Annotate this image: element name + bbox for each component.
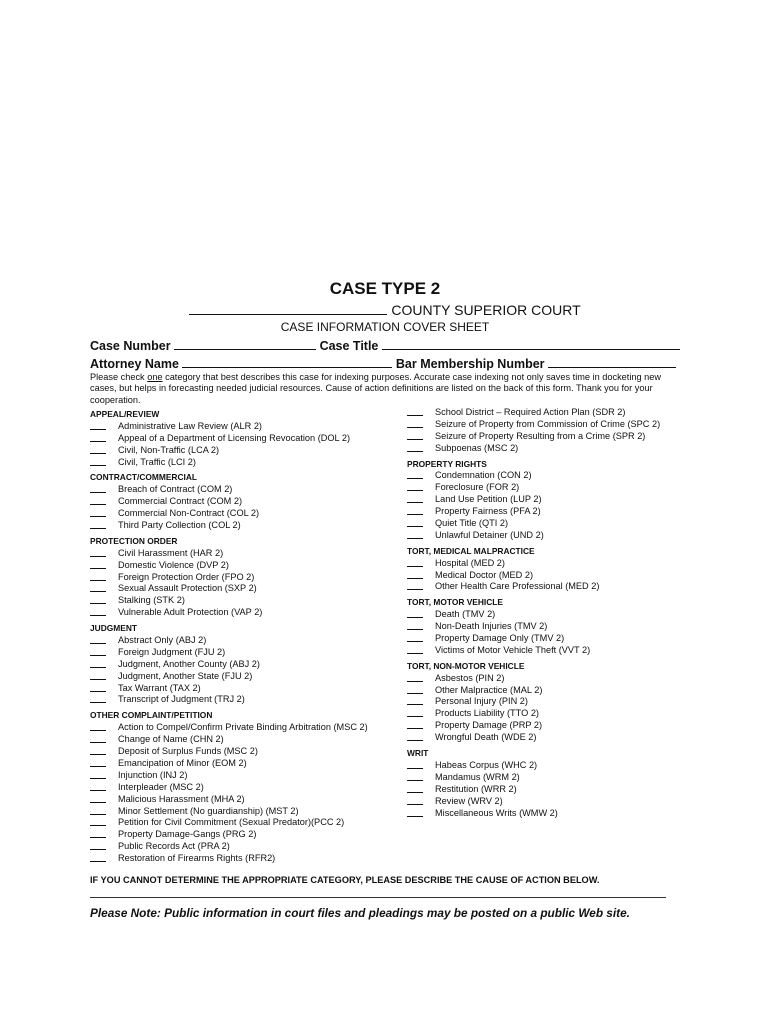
category-checkbox[interactable] (90, 659, 106, 668)
category-checkbox[interactable] (407, 581, 423, 590)
category-label: Personal Injury (PIN 2) (435, 696, 528, 707)
category-checkbox[interactable] (90, 548, 106, 557)
category-option (90, 853, 400, 865)
category-option (407, 494, 697, 506)
category-label: Civil Harassment (HAR 2) (118, 547, 224, 558)
category-option (407, 470, 697, 482)
category-label: Seizure of Property from Commission of Crime (SPC 2) (435, 418, 661, 429)
category-checkbox[interactable] (90, 758, 106, 767)
category-option (407, 760, 697, 772)
case-title-field[interactable] (382, 337, 680, 350)
category-label: Death (TMV 2) (435, 609, 496, 620)
category-option (90, 508, 400, 520)
category-option (90, 722, 400, 734)
category-checkbox[interactable] (90, 694, 106, 703)
category-label: Appeal of a Department of Licensing Revocation (DOL 2) (118, 432, 351, 443)
category-option (90, 782, 400, 794)
category-option (90, 520, 400, 532)
category-checkbox[interactable] (407, 708, 423, 717)
section-heading-tort-non-motor-vehicle: TORT, NON-MOTOR VEHICLE (407, 660, 525, 671)
category-label: Injunction (INJ 2) (118, 769, 188, 780)
category-option (90, 683, 400, 695)
category-option (90, 548, 400, 560)
attorney-name-label: Attorney Name (90, 357, 179, 371)
category-checkbox[interactable] (407, 530, 423, 539)
category-checkbox[interactable] (407, 570, 423, 579)
case-number-row (90, 337, 680, 353)
category-checkbox[interactable] (407, 796, 423, 805)
category-label: Stalking (STK 2) (118, 595, 185, 606)
category-option (407, 796, 697, 808)
intro-emphasis: one (147, 372, 163, 382)
category-option (90, 647, 400, 659)
attorney-row (90, 355, 676, 371)
category-option (90, 794, 400, 806)
court-line (0, 302, 770, 318)
category-label: Vulnerable Adult Protection (VAP 2) (118, 607, 263, 618)
category-label: Property Fairness (PFA 2) (435, 506, 541, 517)
category-label: Property Damage-Gangs (PRG 2) (118, 829, 257, 840)
category-checkbox[interactable] (407, 419, 423, 428)
category-label: Action to Compel/Confirm Private Binding Arbitration (MSC 2) (118, 722, 368, 733)
category-checkbox[interactable] (407, 621, 423, 630)
category-label: Civil, Traffic (LCI 2) (118, 456, 196, 467)
category-checkbox[interactable] (90, 770, 106, 779)
category-option (90, 829, 400, 841)
category-checkbox[interactable] (90, 683, 106, 692)
category-option (90, 496, 400, 508)
category-checkbox[interactable] (407, 609, 423, 618)
category-option (90, 607, 400, 619)
category-checkbox[interactable] (90, 433, 106, 442)
case-number-label: Case Number (90, 339, 171, 353)
category-option (407, 673, 697, 685)
category-option (407, 633, 697, 645)
category-option (90, 671, 400, 683)
category-label: Administrative Law Review (ALR 2) (118, 420, 262, 431)
category-option (90, 734, 400, 746)
category-label: Transcript of Judgment (TRJ 2) (118, 694, 245, 705)
category-label: Subpoenas (MSC 2) (435, 442, 519, 453)
category-label: Property Damage Only (TMV 2) (435, 633, 565, 644)
category-option (407, 581, 697, 593)
category-label: Seizure of Property Resulting from a Crime (SPR 2) (435, 430, 646, 441)
category-checkbox[interactable] (407, 760, 423, 769)
cause-of-action-instruction: IF YOU CANNOT DETERMINE THE APPROPRIATE CATEGORY, PLEASE DESCRIBE THE CAUSE OF ACTION BELOW. (90, 875, 600, 885)
category-label: Non-Death Injuries (TMV 2) (435, 621, 548, 632)
category-label: Deposit of Surplus Funds (MSC 2) (118, 746, 258, 757)
category-label: Wrongful Death (WDE 2) (435, 732, 537, 743)
category-checkbox[interactable] (90, 746, 106, 755)
section-heading-tort-motor-vehicle: TORT, MOTOR VEHICLE (407, 597, 504, 608)
left-category-column (90, 409, 400, 865)
section-heading-protection-order: PROTECTION ORDER (90, 535, 178, 546)
category-checkbox[interactable] (407, 720, 423, 729)
category-option (90, 694, 400, 706)
category-label: Commercial Non-Contract (COL 2) (118, 508, 260, 519)
category-label: Foreign Protection Order (FPO 2) (118, 571, 255, 582)
category-checkbox[interactable] (407, 518, 423, 527)
category-option (407, 506, 697, 518)
category-checkbox[interactable] (407, 431, 423, 440)
category-option (90, 817, 400, 829)
category-option (90, 433, 400, 445)
category-option (407, 570, 697, 582)
category-label: Habeas Corpus (WHC 2) (435, 759, 538, 770)
category-option (90, 841, 400, 853)
category-label: Quiet Title (QTI 2) (435, 518, 509, 529)
form-subtitle: CASE INFORMATION COVER SHEET (280, 320, 490, 334)
category-label: Tax Warrant (TAX 2) (118, 682, 201, 693)
category-label: Breach of Contract (COM 2) (118, 484, 233, 495)
category-label: Commercial Contract (COM 2) (118, 496, 243, 507)
category-checkbox[interactable] (90, 734, 106, 743)
category-option (407, 558, 697, 570)
category-checkbox[interactable] (90, 508, 106, 517)
category-option (407, 621, 697, 633)
category-option (407, 407, 697, 419)
category-checkbox[interactable] (407, 506, 423, 515)
right-category-column (407, 407, 697, 819)
category-label: Foreclosure (FOR 2) (435, 482, 520, 493)
category-option (407, 518, 697, 530)
cause-of-action-line[interactable] (90, 897, 666, 898)
category-checkbox[interactable] (90, 560, 106, 569)
intro-pre: Please check (90, 372, 148, 382)
category-checkbox[interactable] (90, 572, 106, 581)
category-label: School District – Required Action Plan (SDR 2) (435, 407, 626, 417)
category-label: Condemnation (CON 2) (435, 470, 532, 481)
category-checkbox[interactable] (90, 829, 106, 838)
category-label: Restitution (WRR 2) (435, 783, 517, 794)
category-checkbox[interactable] (90, 607, 106, 616)
category-option (407, 708, 697, 720)
category-label: Other Malpractice (MAL 2) (435, 684, 543, 695)
category-label: Public Records Act (PRA 2) (118, 841, 230, 852)
category-option (407, 645, 697, 657)
category-option (90, 659, 400, 671)
intro-post: category that best describes this case for indexing purposes. Accurate case indexing not only saves time in docketing new cases, but helps in forecasting needed judicial resources. Cause of action definitions are listed on the back of this form. Thank you for your cooperation. (90, 372, 661, 405)
category-label: Civil, Non-Traffic (LCA 2) (118, 444, 220, 455)
category-label: Mandamus (WRM 2) (435, 771, 520, 782)
category-label: Emancipation of Minor (EOM 2) (118, 757, 247, 768)
category-label: Miscellaneous Writs (WMW 2) (435, 807, 558, 818)
category-checkbox[interactable] (407, 407, 423, 416)
category-checkbox[interactable] (90, 635, 106, 644)
public-info-note: Please Note: Public information in court files and pleadings may be posted on a public Web site. (90, 906, 630, 920)
category-option (90, 560, 400, 572)
category-option (90, 746, 400, 758)
category-option (90, 806, 400, 818)
category-checkbox[interactable] (407, 808, 423, 817)
section-heading-writ: WRIT (407, 748, 429, 759)
category-checkbox[interactable] (90, 496, 106, 505)
category-label: Products Liability (TTO 2) (435, 708, 539, 719)
category-label: Sexual Assault Protection (SXP 2) (118, 583, 257, 594)
category-checkbox[interactable] (90, 445, 106, 454)
category-label: Land Use Petition (LUP 2) (435, 494, 542, 505)
court-suffix: COUNTY SUPERIOR COURT (391, 302, 581, 318)
category-option (407, 772, 697, 784)
category-option (407, 696, 697, 708)
section-heading-appeal-review: APPEAL/REVIEW (90, 409, 160, 419)
category-label: Abstract Only (ABJ 2) (118, 635, 207, 646)
category-label: Unlawful Detainer (UND 2) (435, 529, 544, 540)
case-number-field[interactable] (174, 337, 316, 350)
category-option (407, 808, 697, 820)
category-label: Judgment, Another State (FJU 2) (118, 670, 253, 681)
category-label: Property Damage (PRP 2) (435, 720, 543, 731)
category-checkbox[interactable] (407, 633, 423, 642)
county-name-field[interactable] (189, 302, 387, 315)
instructions-paragraph (90, 372, 690, 406)
category-label: Restoration of Firearms Rights (RFR2) (118, 853, 276, 864)
category-checkbox[interactable] (407, 772, 423, 781)
category-checkbox[interactable] (90, 671, 106, 680)
section-heading-tort-medical-malpractice: TORT, MEDICAL MALPRACTICE (407, 545, 535, 556)
category-label: Domestic Violence (DVP 2) (118, 559, 229, 570)
category-checkbox[interactable] (407, 685, 423, 694)
category-checkbox[interactable] (90, 782, 106, 791)
category-label: Interpleader (MSC 2) (118, 781, 204, 792)
category-label: Other Health Care Professional (MED 2) (435, 581, 600, 592)
category-option (407, 685, 697, 697)
section-heading-other-complaint-petition: OTHER COMPLAINT/PETITION (90, 710, 213, 721)
form-title: CASE TYPE 2 (329, 279, 441, 298)
category-checkbox[interactable] (90, 583, 106, 592)
category-label: Hospital (MED 2) (435, 557, 505, 568)
bar-membership-label: Bar Membership Number (395, 357, 545, 371)
category-option (90, 770, 400, 782)
category-checkbox[interactable] (90, 647, 106, 656)
category-option (407, 419, 697, 431)
category-checkbox[interactable] (90, 841, 106, 850)
category-option (90, 635, 400, 647)
category-option (90, 572, 400, 584)
category-checkbox[interactable] (90, 806, 106, 815)
category-checkbox[interactable] (90, 520, 106, 529)
category-label: Minor Settlement (No guardianship) (MST 2) (118, 805, 299, 816)
category-option (407, 784, 697, 796)
bar-membership-field[interactable] (548, 355, 676, 368)
section-heading-contract-commercial: CONTRACT/COMMERCIAL (90, 472, 198, 483)
category-checkbox[interactable] (90, 794, 106, 803)
category-checkbox[interactable] (90, 457, 106, 466)
category-option (407, 530, 697, 542)
category-option (90, 445, 400, 457)
category-checkbox[interactable] (407, 732, 423, 741)
category-checkbox[interactable] (90, 595, 106, 604)
section-heading-property-rights: PROPERTY RIGHTS (407, 458, 487, 469)
category-checkbox[interactable] (407, 696, 423, 705)
category-label: Medical Doctor (MED 2) (435, 569, 534, 580)
category-option (90, 484, 400, 496)
category-option (407, 720, 697, 732)
category-option (90, 457, 400, 469)
category-label: Review (WRV 2) (435, 795, 503, 806)
category-option (90, 421, 400, 433)
case-title-label: Case Title (319, 339, 379, 353)
category-option (407, 609, 697, 621)
category-checkbox[interactable] (407, 784, 423, 793)
section-heading-judgment: JUDGMENT (90, 623, 137, 634)
category-label: Petition for Civil Commitment (Sexual Predator)(PCC 2) (118, 817, 345, 828)
category-option (407, 732, 697, 744)
category-checkbox[interactable] (407, 494, 423, 503)
category-label: Third Party Collection (COL 2) (118, 520, 241, 531)
category-checkbox[interactable] (90, 484, 106, 493)
category-checkbox[interactable] (407, 673, 423, 682)
category-option (90, 758, 400, 770)
category-option (90, 583, 400, 595)
category-checkbox[interactable] (407, 558, 423, 567)
category-checkbox[interactable] (90, 421, 106, 430)
category-label: Judgment, Another County (ABJ 2) (118, 658, 260, 669)
category-label: Asbestos (PIN 2) (435, 672, 505, 683)
category-checkbox[interactable] (90, 853, 106, 862)
category-checkbox[interactable] (90, 817, 106, 826)
attorney-name-field[interactable] (182, 355, 392, 368)
category-option (90, 595, 400, 607)
category-checkbox[interactable] (407, 470, 423, 479)
category-checkbox[interactable] (90, 722, 106, 731)
category-option (407, 443, 697, 455)
category-option (407, 431, 697, 443)
category-checkbox[interactable] (407, 645, 423, 654)
category-label: Foreign Judgment (FJU 2) (118, 646, 226, 657)
category-label: Change of Name (CHN 2) (118, 734, 224, 745)
category-label: Malicious Harassment (MHA 2) (118, 793, 245, 804)
category-checkbox[interactable] (407, 482, 423, 491)
category-option (407, 482, 697, 494)
category-checkbox[interactable] (407, 443, 423, 452)
category-label: Victims of Motor Vehicle Theft (VVT 2) (435, 644, 591, 655)
